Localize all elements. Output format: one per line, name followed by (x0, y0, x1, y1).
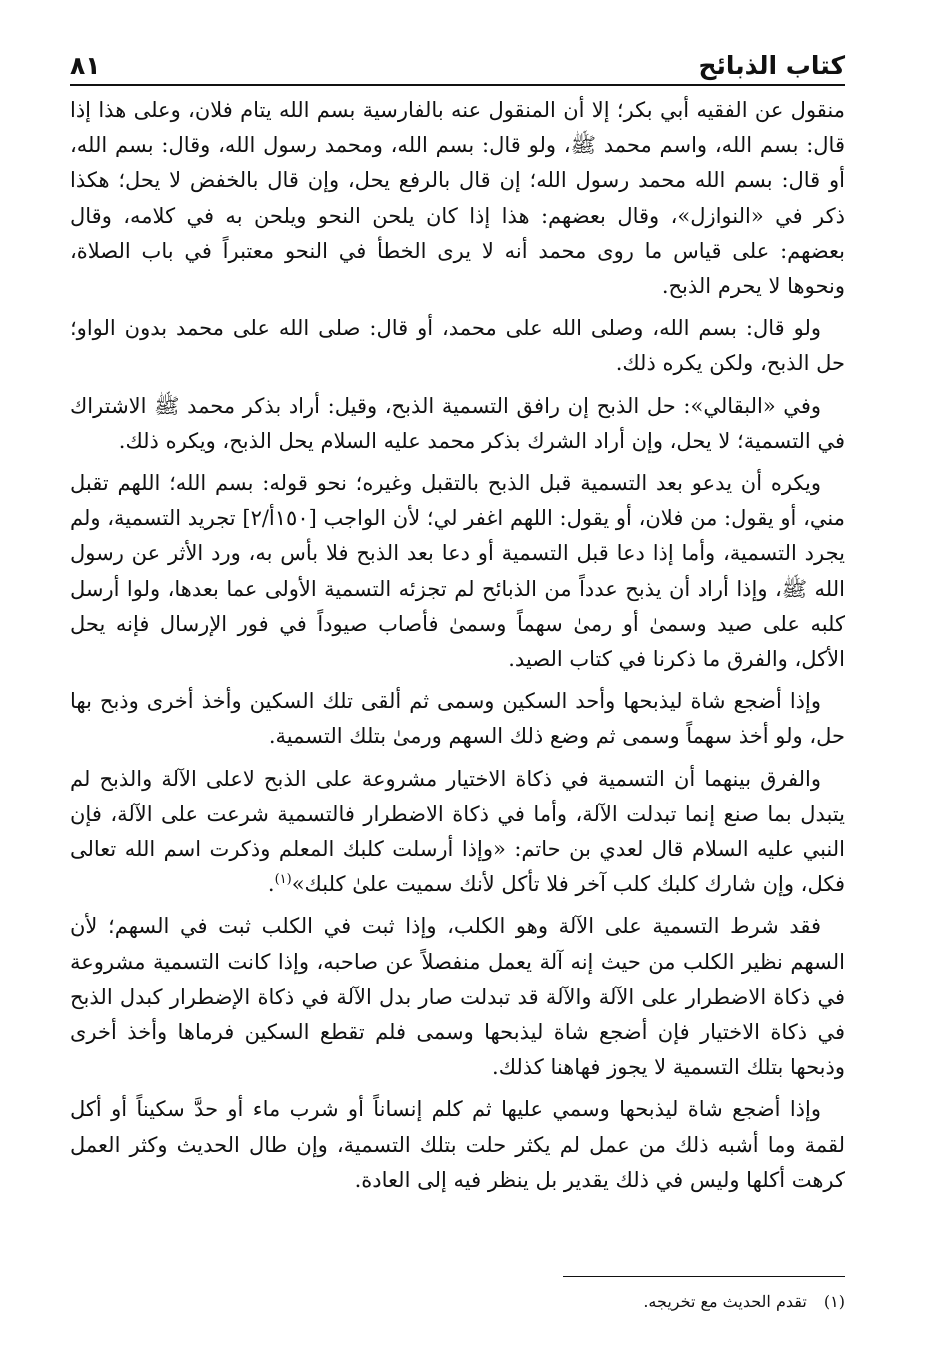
footnote-number: (١) (823, 1292, 845, 1311)
footnote-text: تقدم الحديث مع تخريجه. (643, 1292, 807, 1311)
header-rule (70, 84, 845, 86)
footnote (70, 1290, 845, 1314)
paragraph: وفي «البقالي»: حل الذبح إن رافق التسمية الذبح، وقيل: أراد بذكر محمد ﷺ الاشتراك في التسمية؛ لا يحل، وإن أراد الشرك بذكر محمد عليه السلام يحل الذبح، ويكره ذلك. (70, 393, 845, 453)
paragraph: فقد شرط التسمية على الآلة وهو الكلب، وإذا ثبت في الكلب ثبت في السهم؛ لأن السهم نظير الكلب من حيث إنه آلة يعمل منفصلاً عن صاحبه، وإذا كانت التسمية مشروعة في ذكاة الاضطرار على الآلة والآلة قد تبدلت صار بدل الآلة في ذكاة الإضطرار كبدل الذبح في ذكاة الاختيار فإن أضجع شاة ليذبحها وسمى فلم تقطع السكين فرماها وأخذ أخرى وذبحها بتلك التسمية لا يجوز فهاهنا كذلك. (70, 914, 845, 1080)
page-header (70, 28, 845, 78)
paragraph-with-footnote: والفرق بينهما أن التسمية في ذكاة الاختيار مشروعة على الذبح لاعلى الآلة والذبح لم يتبدل بما صنع إنما تبدلت الآلة، وأما في ذكاة الاضطرار فالتسمية شرعت على الآلة، فإن النبي عليه السلام قال لعدي بن حاتم: «وإذا أرسلت كلبك المعلم وذكرت اسم الله تعالى فكل، وإن شارك كلبك كلب آخر فلا تأكل لأنك سميت علىٰ كلبك»$^{(١)}$. (70, 766, 845, 897)
footnote-reference[interactable]: (١) (274, 872, 292, 888)
paragraph: وإذا أضجع شاة ليذبحها وأحد السكين وسمى ثم ألقى تلك السكين وأخذ أخرى وذبح بها حل، ولو أخذ سهماً وسمى ثم وضع ذلك السهم ورمىٰ بتلك التسمية. (70, 689, 845, 749)
paragraph-text: والفرق بينهما أن التسمية في ذكاة الاختيار مشروعة على الذبح لاعلى الآلة والذبح لم يتبدل بما صنع إنما تبدلت الآلة، وأما في ذكاة الاضطرار فالتسمية شرعت على الآلة، فإن النبي عليه السلام قال لعدي بن حاتم: «وإذا أرسلت كلبك المعلم وذكرت اسم الله تعالى فكل، وإن شارك كلبك كلب آخر فلا تأكل لأنك سميت علىٰ كلبك» (70, 766, 845, 897)
footnote-rule (563, 1276, 845, 1277)
paragraph: وإذا أضجع شاة ليذبحها وسمي عليها ثم كلم إنساناً أو شرب ماء أو حدَّ سكيناً أو أكل لقمة وما أشبه ذلك من عمل لم يكثر حلت بتلك التسمية، وإن طال الحديث وكثر العمل كرهت أكلها وليس في ذلك يقدير بل ينظر فيه إلى العادة. (70, 1097, 845, 1192)
paragraph: منقول عن الفقيه أبي بكر؛ إلا أن المنقول عنه بالفارسية بسم الله يتام فلان، وعلى هذا إذا قال: بسم الله، واسم محمد ﷺ، ولو قال: بسم الله، ومحمد رسول الله، وقال: بسم الله، أو قال: بسم الله محمد رسول الله؛ إن قال بالرفع يحل، وإن قال بالخفض لا يحل؛ هكذا ذكر في «النوازل»، وقال بعضهم: هذا إذا كان يلحن النحو ويلحن به في كلامه، وقال بعضهم: على قياس ما روى محمد أنه لا يرى الخطأ في النحو معتبراً في باب الصلاة، ونحوها لا يحرم الذبح. (70, 98, 845, 299)
page-number: ٨١ (70, 51, 101, 80)
main-text (70, 93, 845, 1205)
paragraph: ولو قال: بسم الله، وصلى الله على محمد، أو قال: صلى الله على محمد بدون الواو؛ حل الذبح، ولكن يكره ذلك. (70, 316, 845, 376)
paragraph: ويكره أن يدعو بعد التسمية قبل الذبح بالتقبل وغيره؛ نحو قوله: بسم الله؛ اللهم تقبل مني، أو يقول: من فلان، أو يقول: اللهم اغفر لي؛ لأن الواجب [١٥٠أ/٢] تجريد التسمية، ولم يجرد التسمية، وأما إذا دعا قبل التسمية أو دعا بعد الذبح فلا بأس به، ورد الأثر عن رسول الله ﷺ، وإذا أراد أن يذبح عدداً من الذبائح لم تجزئه التسمية الأولى عما بعدها، ولوا أرسل كلبه على صيد وسمىٰ أو رمىٰ سهماً وسمىٰ فأصاب صيوداً في فور الإرسال فإنه يحل الأكل، والفرق ما ذكرنا في كتاب الصيد. (70, 471, 845, 672)
running-title: كتاب الذبائح (698, 51, 845, 80)
